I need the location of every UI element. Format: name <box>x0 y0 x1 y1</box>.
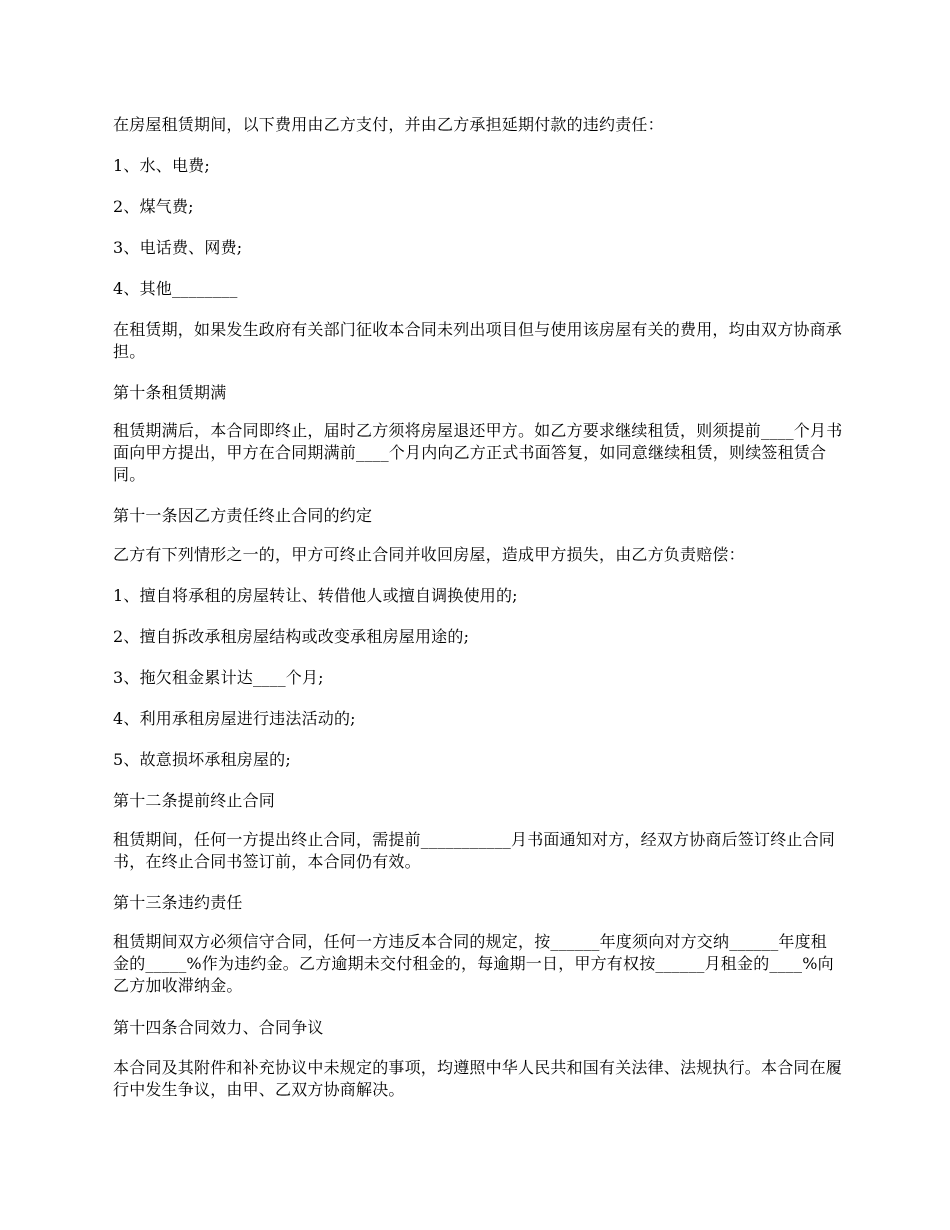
heading-article-12: 第十二条提前终止合同 <box>113 791 276 810</box>
list-item-alteration: 2、擅自拆改承租房屋结构或改变承租房屋用途的; <box>113 627 470 646</box>
heading-article-14: 第十四条合同效力、合同争议 <box>113 1018 324 1037</box>
heading-article-11: 第十一条因乙方责任终止合同的约定 <box>113 506 373 525</box>
paragraph-fees-intro: 在房屋租赁期间，以下费用由乙方支付，并由乙方承担延期付款的违约责任： <box>113 115 664 134</box>
list-item-damage: 5、故意损坏承租房屋的; <box>113 750 291 769</box>
paragraph-termination-conditions: 乙方有下列情形之一的，甲方可终止合同并收回房屋，造成甲方损失，由乙方负责赔偿： <box>113 545 745 564</box>
list-item-other: 4、其他________ <box>113 279 238 298</box>
list-item-gas: 2、煤气费; <box>113 197 194 216</box>
paragraph-government-fees: 在租赁期，如果发生政府有关部门征收本合同未列出项目但与使用该房屋有关的费用，均由双方协商承担。 <box>113 320 843 361</box>
paragraph-lease-expiry: 租赁期满后，本合同即终止，届时乙方须将房屋退还甲方。如乙方要求继续租赁，则须提前____个月书面向甲方提出，甲方在合同期满前____个月内向乙方正式书面答复，如同意继续租赁，则续签租赁合同。 <box>113 421 843 484</box>
list-item-sublet: 1、擅自将承租的房屋转让、转借他人或擅自调换使用的; <box>113 586 518 605</box>
heading-article-10: 第十条租赁期满 <box>113 383 227 402</box>
heading-article-13: 第十三条违约责任 <box>113 893 243 912</box>
list-item-arrears: 3、拖欠租金累计达____个月; <box>113 668 324 687</box>
list-item-water-electricity: 1、水、电费; <box>113 156 210 175</box>
paragraph-breach-liability: 租赁期间双方必须信守合同，任何一方违反本合同的规定，按______年度须向对方交纳______年度租金的_____%作为违约金。乙方逾期未交付租金的，每逾期一日，甲方有权按______月租金的____%向乙方加收滞纳金。 <box>113 932 834 995</box>
list-item-phone-internet: 3、电话费、网费; <box>113 238 243 257</box>
list-item-illegal-activity: 4、利用承租房屋进行违法活动的; <box>113 709 356 728</box>
paragraph-contract-validity: 本合同及其附件和补充协议中未规定的事项，均遵照中华人民共和国有关法律、法规执行。本合同在履行中发生争议，由甲、乙双方协商解决。 <box>113 1058 843 1099</box>
paragraph-early-termination: 租赁期间，任何一方提出终止合同，需提前___________月书面通知对方，经双方协商后签订终止合同书，在终止合同书签订前，本合同仍有效。 <box>113 830 836 871</box>
